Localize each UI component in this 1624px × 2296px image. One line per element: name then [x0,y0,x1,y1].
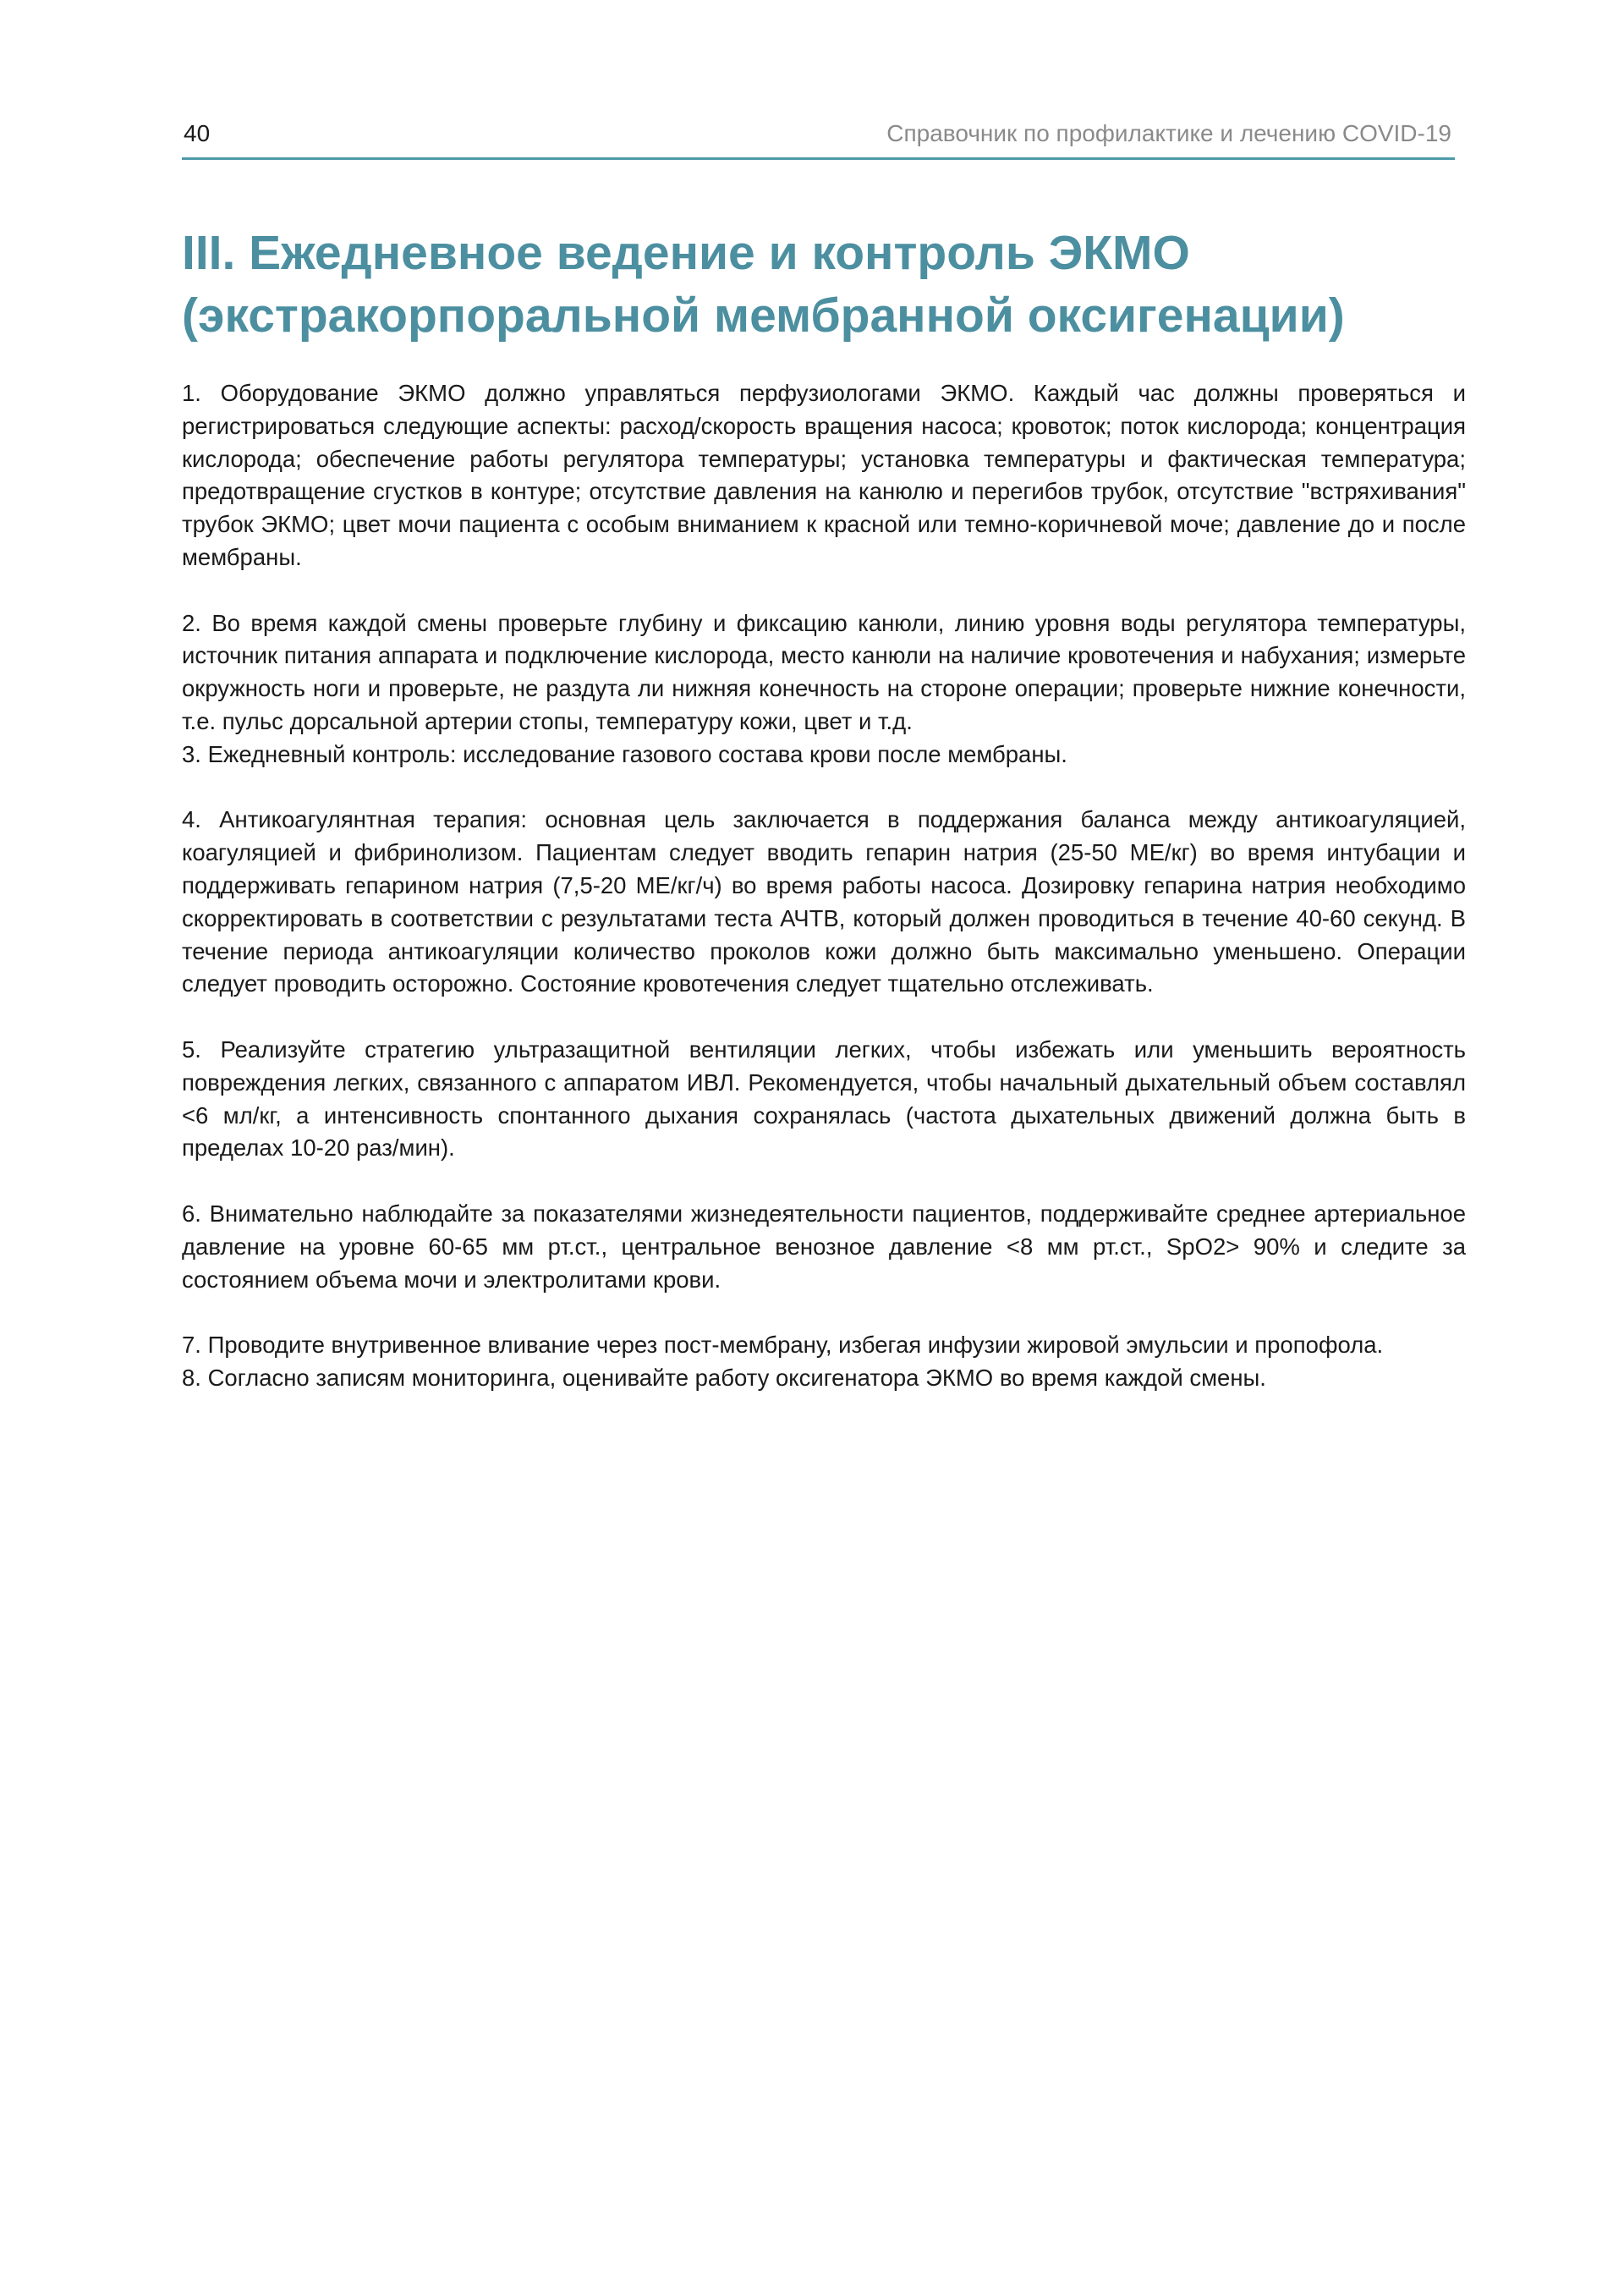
section-title-line-1: III. Ежедневное ведение и контроль ЭКМО [182,226,1190,280]
paragraph-7: 7. Проводите внутривенное вливание через пост-мембрану, избегая инфузии жировой эмульсии и пропофола. [182,1332,1384,1359]
paragraph-4: 4. Антикоагулянтная терапия: основная цель заключается в поддержания баланса между антикоагуляцией, коагуляцией и фибринолизом. Пациентам следует вводить гепарин натрия (25-50 МЕ/кг) во время интубации и поддерживать гепарином натрия (7,5-20 МЕ/кг/ч) во время работы насоса. Дозировку гепарина натрия необходимо скорректировать в соответствии с результатами теста АЧТВ, который должен проводиться в течение 40-60 секунд. В течение периода антикоагуляции количество проколов кожи должно быть максимально уменьшено. Операции следует проводить осторожно. Состояние кровотечения следует тщательно отслеживать. [182,806,1466,997]
page-header [182,117,1455,160]
paragraph-5: 5. Реализуйте стратегию ультразащитной вентиляции легких, чтобы избежать или уменьшить вероятность повреждения легких, связанного с аппаратом ИВЛ. Рекомендуется, чтобы начальный дыхательный объем составлял <6 мл/кг, а интенсивность спонтанного дыхания сохранялась (частота дыхательных движений должна быть в пределах 10-20 раз/мин). [182,1035,1466,1162]
section-title-line-2: (экстракорпоральной мембранной оксигенации) [182,288,1345,343]
paragraph-2: 2. Во время каждой смены проверьте глубину и фиксацию канюли, линию уровня воды регулятора температуры, источник питания аппарата и подключение кислорода, место канюли на наличие кровотечения и набухания; измерьте окружность ноги и проверьте, не раздута ли нижняя конечность на стороне операции; проверьте нижние конечности, т.е. пульс дорсальной артерии стопы, температуру кожи, цвет и т.д. [182,609,1466,734]
body-text [182,377,1466,1395]
paragraph-8: 8. Согласно записям мониторинга, оценивайте работу оксигенатора ЭКМО во время каждой смены. [182,1364,1266,1391]
paragraph-3: 3. Ежедневный контроль: исследование газового состава крови после мембраны. [182,740,1067,767]
paragraph-1: 1. Оборудование ЭКМО должно управляться перфузиологами ЭКМО. Каждый час должны проверяться и регистрироваться следующие аспекты: расход/скорость вращения насоса; кровоток; поток кислорода; концентрация кислорода; обеспечение работы регулятора температуры; установка температуры и фактическая температура; предотвращение сгустков в контуре; отсутствие давления на канюлю и перегибов трубок, отсутствие "встряхивания" трубок ЭКМО; цвет мочи пациента с особым вниманием к красной или темно-коричневой моче; давление до и после мембраны. [182,380,1466,570]
running-title: Справочник по профилактике и лечению COVID-19 [886,120,1451,146]
section-title [182,222,1468,347]
page-number: 40 [184,120,211,146]
paragraph-6: 6. Внимательно наблюдайте за показателями жизнедеятельности пациентов, поддерживайте среднее артериальное давление на уровне 60-65 мм рт.ст., центральное венозное давление <8 мм рт.ст., SpO2> 90% и следите за состоянием объема мочи и электролитами крови. [182,1200,1466,1293]
